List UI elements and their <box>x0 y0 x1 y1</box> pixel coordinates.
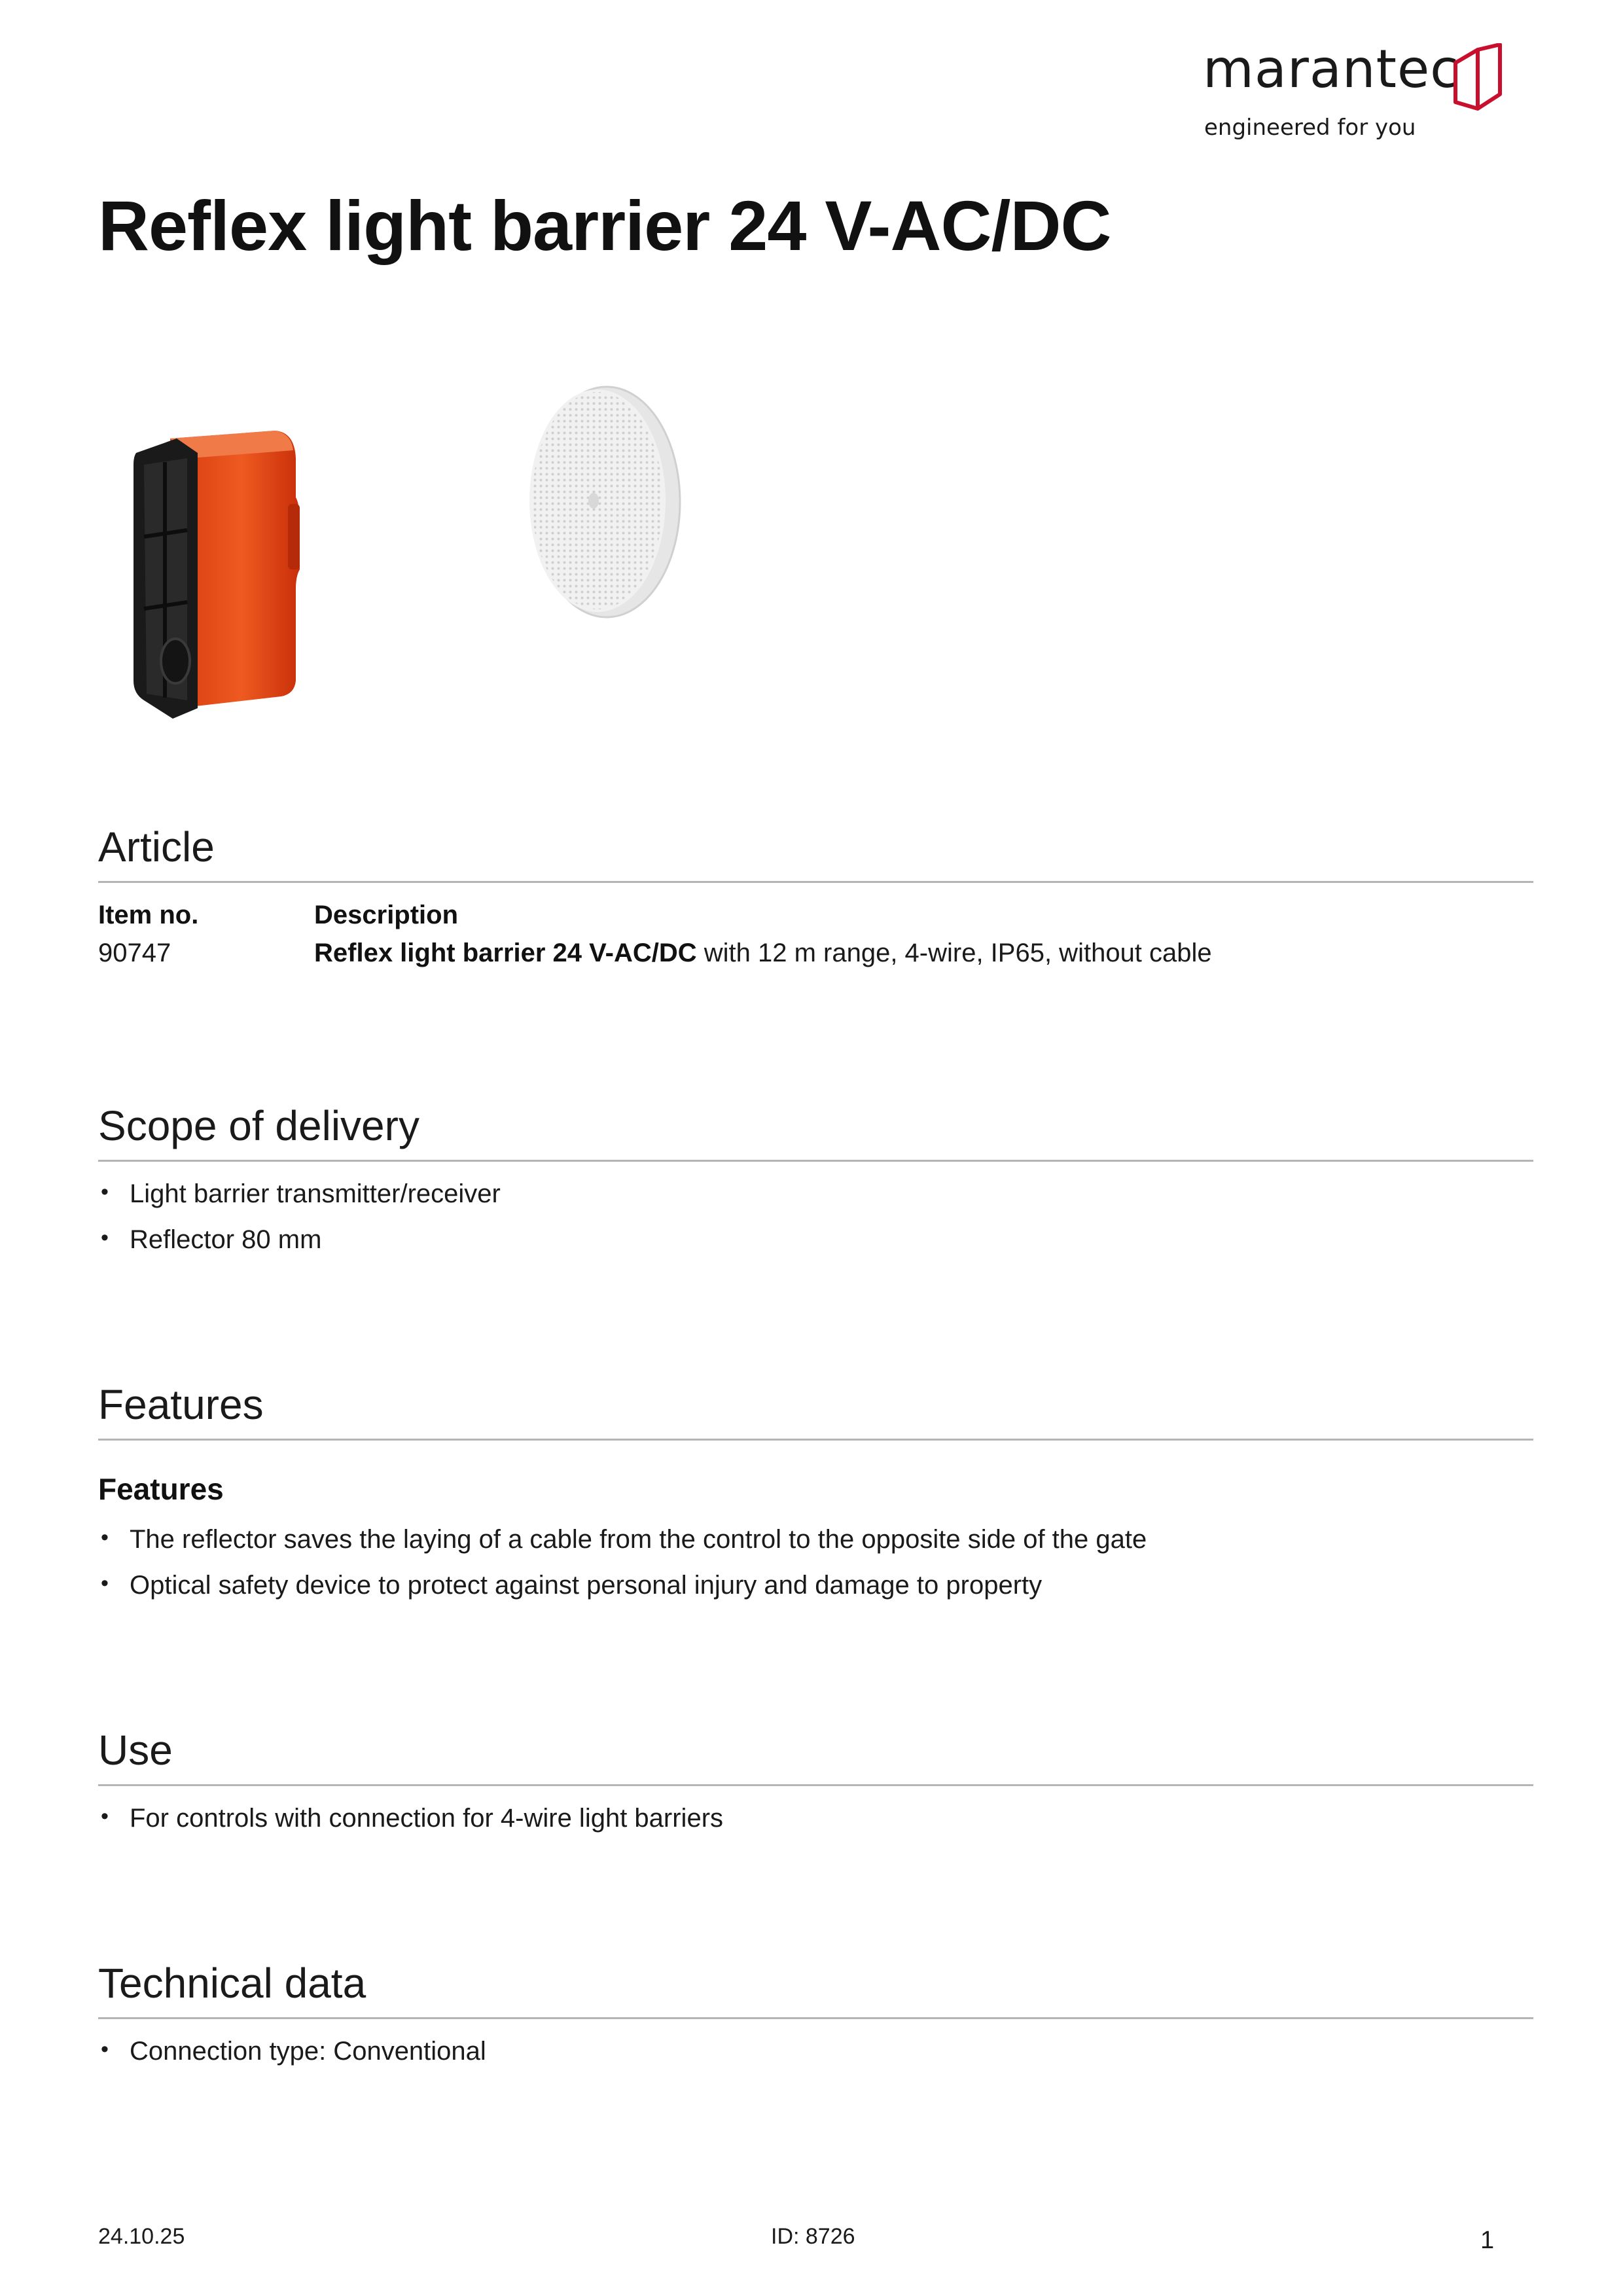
list-item: • Optical safety device to protect against personal injury and damage to property <box>98 1572 1147 1598</box>
footer-date: 24.10.25 <box>98 2224 185 2249</box>
list-item: • For controls with connection for 4-wire light barriers <box>98 1805 723 1831</box>
use-divider <box>98 1784 1533 1786</box>
list-item: • Connection type: Conventional <box>98 2038 486 2064</box>
logo-wordmark: marantec <box>1203 39 1460 99</box>
features-divider <box>98 1439 1533 1441</box>
description-value <box>314 940 1212 966</box>
description-label: Description <box>314 901 459 929</box>
item-no-label: Item no. <box>98 901 199 929</box>
description-details: with 12 m range, 4-wire, IP65, without cable <box>696 939 1212 967</box>
technical-list <box>98 2038 486 2084</box>
list-item: • Reflector 80 mm <box>98 1227 501 1253</box>
features-list <box>98 1526 1147 1618</box>
use-list <box>98 1805 723 1851</box>
scope-heading: Scope of delivery <box>98 1102 419 1149</box>
article-heading: Article <box>98 823 215 870</box>
light-barrier-sensor-image <box>124 419 321 720</box>
reflector-disc-image <box>520 383 684 622</box>
page-title: Reflex light barrier 24 V-AC/DC <box>98 186 1111 265</box>
technical-divider <box>98 2017 1533 2019</box>
list-item: • The reflector saves the laying of a cable from the control to the opposite side of the gate <box>98 1526 1147 1552</box>
description-product-name: Reflex light barrier 24 V-AC/DC <box>314 939 697 967</box>
footer-document-id: ID: 8726 <box>771 2224 855 2249</box>
scope-divider <box>98 1160 1533 1162</box>
brand-logo <box>1203 39 1504 148</box>
scope-list <box>98 1181 501 1272</box>
footer-page-number: 1 <box>1480 2227 1495 2254</box>
logo-door-icon <box>1453 43 1503 111</box>
item-no-value: 90747 <box>98 939 171 967</box>
features-subheading: Features <box>98 1472 224 1506</box>
technical-heading: Technical data <box>98 1960 366 2007</box>
list-item: • Light barrier transmitter/receiver <box>98 1181 501 1207</box>
logo-tagline: engineered for you <box>1204 115 1416 141</box>
features-heading: Features <box>98 1381 264 1428</box>
use-heading: Use <box>98 1727 173 1774</box>
article-divider <box>98 881 1533 883</box>
